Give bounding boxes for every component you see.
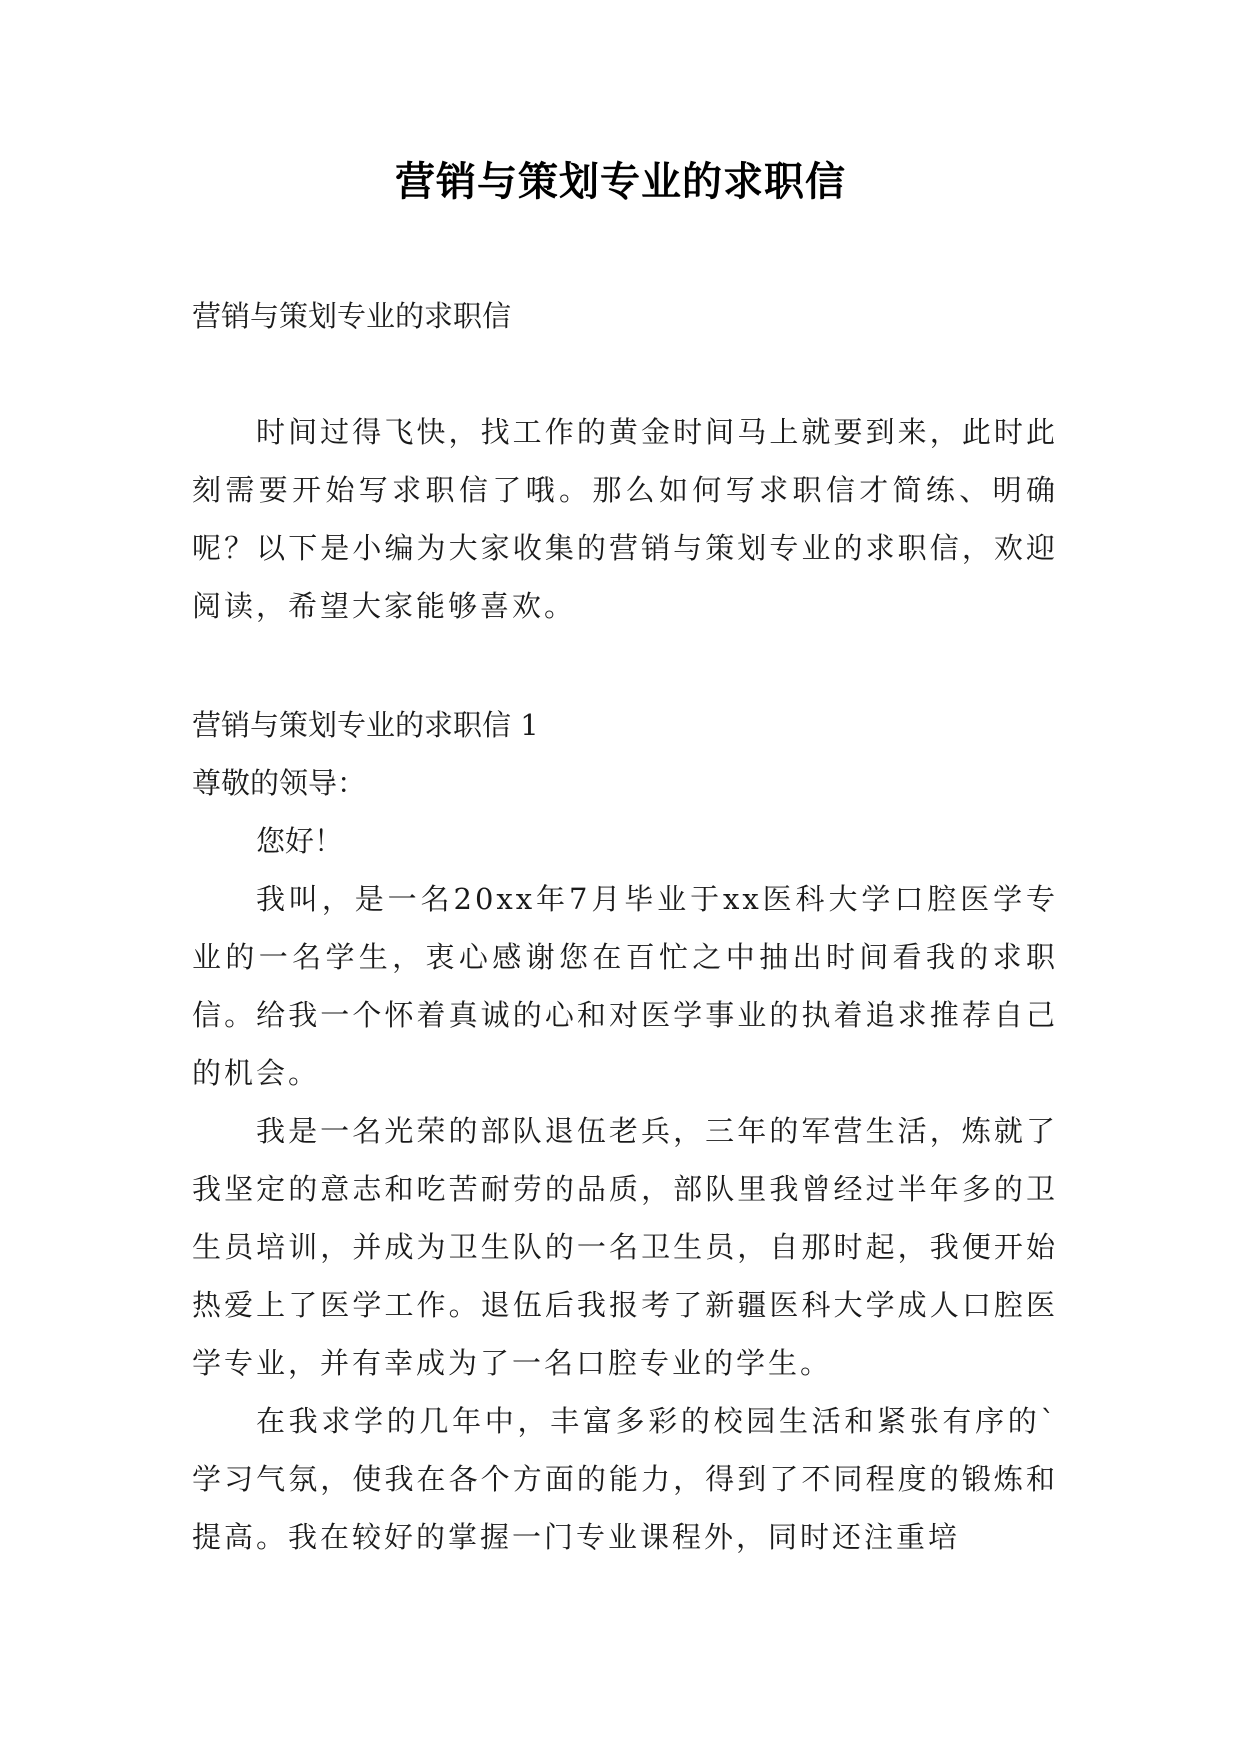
intro-paragraph: 时间过得飞快，找工作的黄金时间马上就要到来，此时此刻需要开始写求职信了哦。那么如何写求职信才简练、明确呢？以下是小编为大家收集的营销与策划专业的求职信，欢迎阅读，希望大家能够喜欢。	[192, 415, 1058, 623]
salutation: 尊敬的领导：	[192, 766, 367, 800]
greeting: 您好！	[256, 824, 344, 858]
body-paragraph-3: 在我求学的几年中，丰富多彩的校园生活和紧张有序的`学习气氛，使我在各个方面的能力，得到了不同程度的锻炼和提高。我在较好的掌握一门专业课程外，同时还注重培	[192, 1404, 1058, 1554]
body-paragraph-2: 我是一名光荣的部队退伍老兵，三年的军营生活，炼就了我坚定的意志和吃苦耐劳的品质，部队里我曾经过半年多的卫生员培训，并成为卫生队的一名卫生员，自那时起，我便开始热爱上了医学工作。退伍后我报考了新疆医科大学成人口腔医学专业，并有幸成为了一名口腔专业的学生。	[192, 1114, 1058, 1380]
letter-heading: 营销与策划专业的求职信 1	[192, 708, 539, 742]
document-title: 营销与策划专业的求职信	[395, 158, 846, 205]
document-subtitle: 营销与策划专业的求职信	[192, 299, 512, 333]
body-paragraph-1: 我叫，是一名20xx年7月毕业于xx医科大学口腔医学专业的一名学生，衷心感谢您在百忙之中抽出时间看我的求职信。给我一个怀着真诚的心和对医学事业的执着追求推荐自己的机会。	[192, 882, 1058, 1090]
